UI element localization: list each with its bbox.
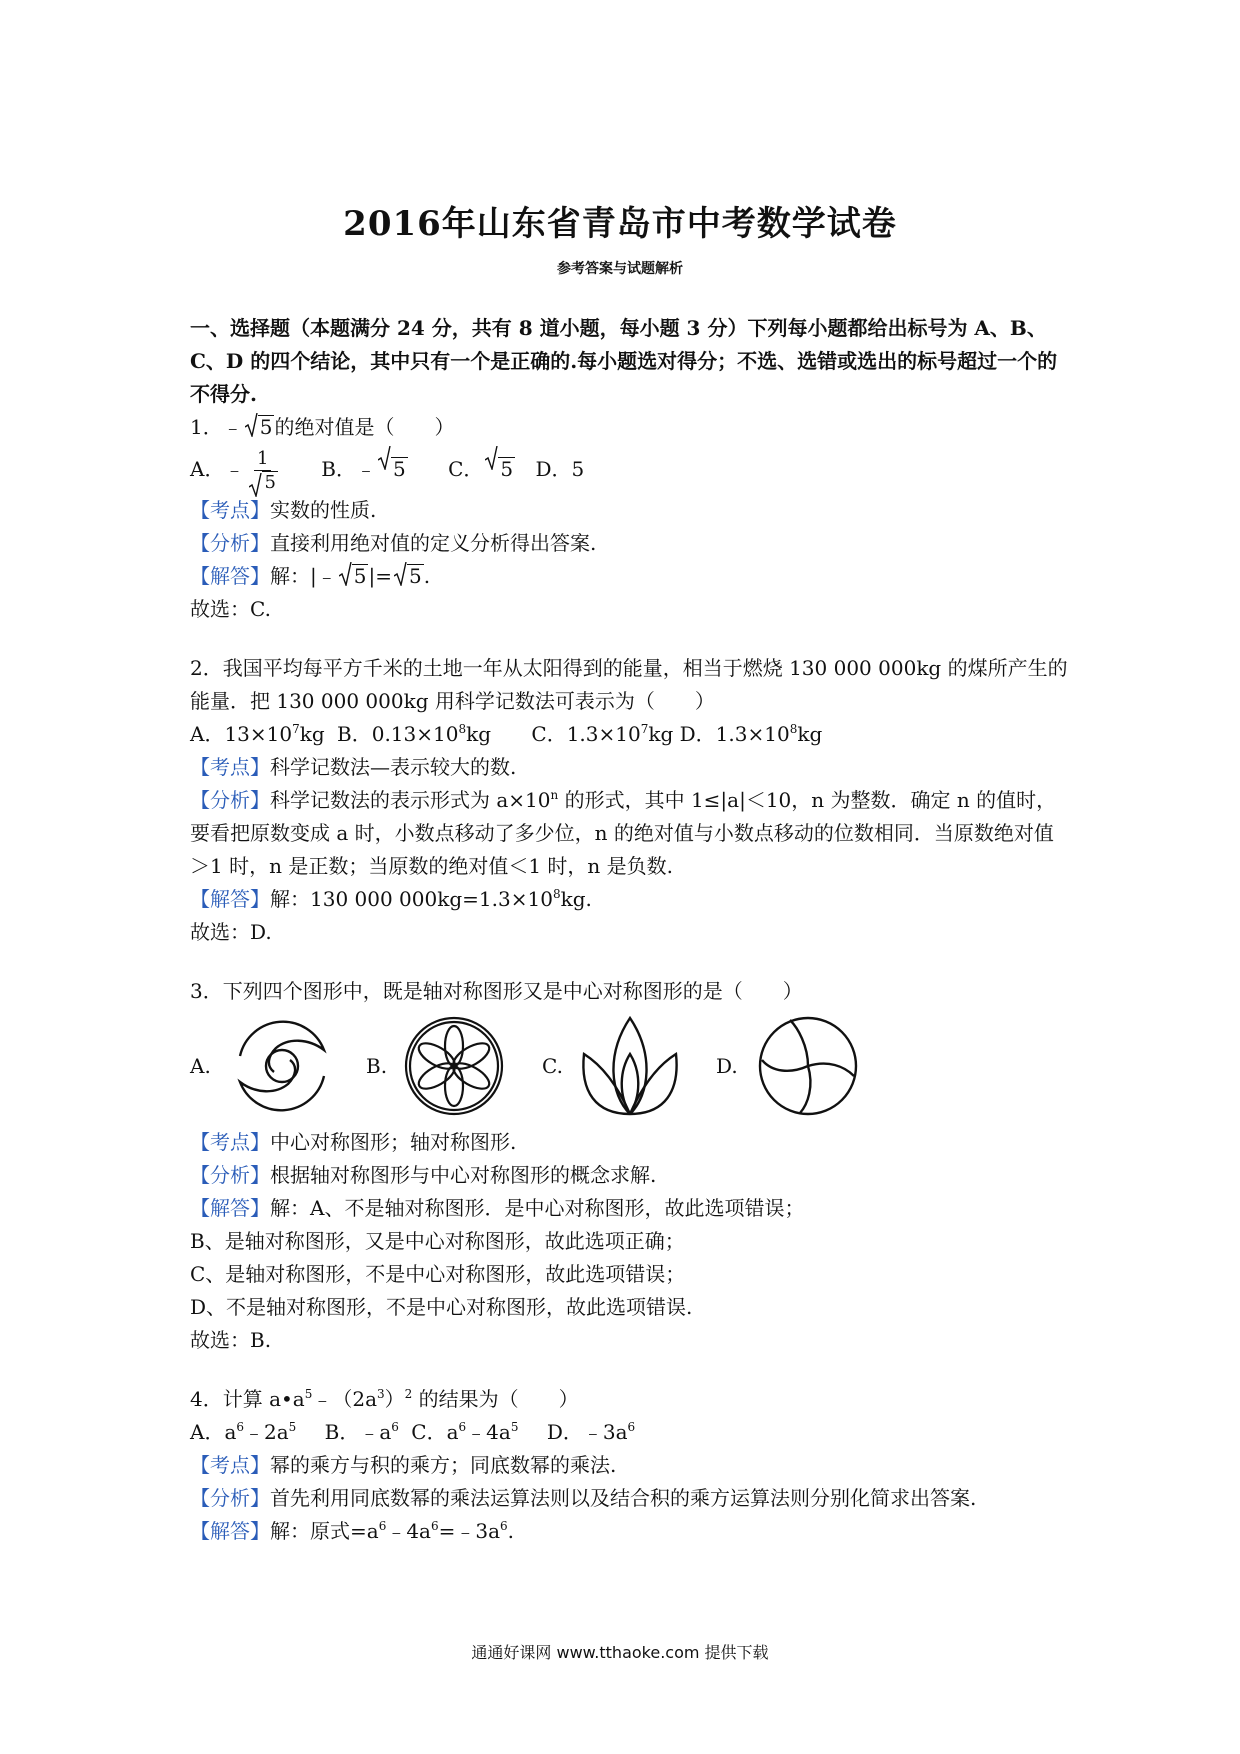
exponent: 8: [458, 722, 467, 736]
q3-figures: [190, 1012, 1070, 1120]
unit: kg: [299, 722, 325, 746]
q4-option-a-part: ﹣2a: [244, 1420, 289, 1444]
q2-jieda-post: kg.: [560, 887, 592, 911]
section-heading: 一、选择题（本题满分 24 分，共有 8 道小题，每小题 3 分）下列每小题都给出标号为 A、B、C、D 的四个结论，其中只有一个是正确的.每小题选对得分；不选、选错或选出的标号超过一个的不得分.: [190, 316, 1058, 406]
q1-stem-suffix: 的绝对值是（ ）: [274, 415, 455, 439]
q1-option-a: [190, 444, 281, 494]
q3-figure-c-label: C.: [542, 1054, 563, 1078]
q1-jieda: [190, 560, 1070, 593]
exponent: 7: [640, 722, 649, 736]
sqrt-symbol: [378, 444, 408, 494]
q1-answer: 故选：C.: [190, 597, 271, 621]
exponent: 5: [288, 1420, 297, 1434]
q2-kaodian-text: 科学记数法—表示较大的数.: [270, 755, 517, 779]
radicand: 5: [392, 457, 406, 481]
unit: kg: [648, 722, 674, 746]
q2-answer: 故选：D.: [190, 920, 272, 944]
fraction-numerator: 1: [254, 448, 271, 471]
q4-stem-part: 4．计算 a•a: [190, 1387, 305, 1411]
q1-stem: [190, 411, 1070, 444]
exponent: 3: [377, 1387, 385, 1401]
q3-line-d: D、不是轴对称图形，不是中心对称图形，故此选项错误.: [190, 1295, 693, 1319]
exponent: 7: [292, 722, 300, 736]
q2-option-c: [531, 722, 673, 746]
q1-option-b-label: B．﹣: [321, 457, 376, 481]
q2-kaodian: [190, 751, 1070, 784]
q1-option-c: [448, 444, 515, 494]
q1-fenxi: [190, 527, 1070, 560]
q3-kaodian-text: 中心对称图形；轴对称图形.: [270, 1130, 517, 1154]
fenxi-tag: 【分析】: [190, 788, 270, 812]
radicand: 5: [408, 564, 422, 588]
q4-option-d: [547, 1420, 635, 1444]
kaodian-tag: 【考点】: [190, 1130, 270, 1154]
q4-jieda-part: ﹣4a: [386, 1519, 431, 1543]
exponent: n: [550, 788, 559, 802]
q1-kaodian-text: 实数的性质.: [270, 498, 377, 522]
q3-line-b: B、是轴对称图形，又是中心对称图形，故此选项正确；: [190, 1229, 685, 1253]
q4-stem-part: 的结果为（ ）: [412, 1387, 579, 1411]
q3-figure-d-label: D.: [716, 1054, 738, 1078]
q2-option-a: [190, 722, 325, 746]
q3-answer: 故选：B.: [190, 1328, 272, 1352]
sqrt-symbol: [249, 471, 277, 494]
q4-option-c-part: ﹣4a: [466, 1420, 511, 1444]
q3-kaodian: [190, 1126, 1070, 1159]
lotus-figure-icon: [576, 1014, 684, 1118]
pinwheel-figure-icon: [754, 1014, 862, 1118]
q4-option-b: [325, 1420, 399, 1444]
kaodian-tag: 【考点】: [190, 498, 270, 522]
q4-stem-part: ）: [384, 1387, 405, 1411]
exponent: 6: [236, 1420, 245, 1434]
q4-option-c: [411, 1420, 518, 1444]
fraction: [247, 448, 277, 494]
q3-line-c: C、是轴对称图形，不是中心对称图形，故此选项错误；: [190, 1262, 686, 1286]
q4-fenxi: [190, 1482, 1070, 1515]
q4-option-c-part: C．a: [411, 1420, 459, 1444]
kaodian-tag: 【考点】: [190, 1453, 270, 1477]
jieda-tag: 【解答】: [190, 564, 270, 588]
q1-stem-prefix: 1．﹣: [190, 415, 243, 439]
q4-options: [190, 1416, 1070, 1449]
q2-option-d: [680, 722, 823, 746]
sqrt-symbol: [485, 444, 515, 494]
q3-stem: 3．下列四个图形中，既是轴对称图形又是中心对称图形的是（ ）: [190, 979, 803, 1003]
q4-jieda-part: .: [507, 1519, 515, 1543]
q4-jieda: [190, 1515, 1070, 1548]
page-footer: 通通好课网 www.tthaoke.com 提供下载: [471, 1643, 769, 1662]
q4-kaodian-text: 幂的乘方与积的乘方；同底数幂的乘法.: [270, 1453, 617, 1477]
q1-jieda-mid: |=: [368, 564, 392, 588]
q1-jieda-suffix: .: [423, 564, 431, 588]
q4-kaodian: [190, 1449, 1070, 1482]
q2-option-b: [337, 722, 491, 746]
flower-circle-figure-icon: [400, 1014, 508, 1118]
q4-jieda-part: =﹣3a: [438, 1519, 501, 1543]
radicand: 5: [264, 471, 276, 493]
fenxi-tag: 【分析】: [190, 1163, 270, 1187]
q4-option-a-part: A．a: [190, 1420, 237, 1444]
q4-stem-part: ﹣（2a: [312, 1387, 378, 1411]
kaodian-tag: 【考点】: [190, 755, 270, 779]
question-4: [190, 1383, 1070, 1548]
q1-kaodian: [190, 494, 1070, 527]
fenxi-tag: 【分析】: [190, 531, 270, 555]
q1-option-b: [321, 444, 407, 494]
q3-jieda-text: 解：A、不是轴对称图形．是中心对称图形，故此选项错误；: [270, 1196, 805, 1220]
q2-option-c-base: C．1.3×10: [531, 722, 641, 746]
sqrt-symbol: [245, 411, 275, 444]
q4-stem: [190, 1383, 1070, 1416]
q2-fenxi-pre: 科学记数法的表示形式为 a×10: [270, 788, 551, 812]
radicand: 5: [500, 457, 514, 481]
exponent: 8: [789, 722, 798, 736]
q2-option-b-base: B．0.13×10: [337, 722, 459, 746]
q4-option-a: [190, 1420, 296, 1444]
q2-jieda: [190, 883, 1070, 916]
exponent: 6: [430, 1519, 439, 1533]
q2-options: [190, 718, 1070, 751]
q1-fenxi-text: 直接利用绝对值的定义分析得出答案.: [270, 531, 597, 555]
fenxi-tag: 【分析】: [190, 1486, 270, 1510]
q1-jieda-prefix: 解：|﹣: [270, 564, 337, 588]
q4-option-b-part: B．﹣a: [324, 1420, 392, 1444]
exam-content: [190, 312, 1070, 1548]
q3-figure-a-label: A.: [190, 1054, 211, 1078]
question-3: [190, 975, 1070, 1357]
q3-fenxi-text: 根据轴对称图形与中心对称图形的概念求解.: [270, 1163, 657, 1187]
exponent: 5: [510, 1420, 519, 1434]
jieda-tag: 【解答】: [190, 1519, 270, 1543]
q4-fenxi-text: 首先利用同底数幂的乘法运算法则以及结合积的乘方运算法则分别化简求出答案.: [270, 1486, 977, 1510]
q2-option-d-base: D．1.3×10: [679, 722, 790, 746]
exponent: 2: [404, 1387, 413, 1401]
exponent: 6: [500, 1519, 508, 1533]
jieda-tag: 【解答】: [190, 887, 270, 911]
exponent: 6: [391, 1420, 399, 1434]
q3-fenxi: [190, 1159, 1070, 1192]
q3-figure-b-label: B.: [366, 1054, 388, 1078]
sqrt-symbol: [339, 560, 369, 593]
q1-option-a-label: A．﹣: [190, 457, 245, 481]
exponent: 8: [552, 887, 561, 901]
q1-option-c-label: C．: [448, 457, 484, 481]
unit: kg: [797, 722, 823, 746]
unit: kg: [466, 722, 492, 746]
q2-jieda-pre: 解：130 000 000kg=1.3×10: [270, 887, 553, 911]
exponent: 5: [304, 1387, 313, 1401]
sqrt-symbol: [394, 560, 424, 593]
exponent: 6: [627, 1420, 636, 1434]
question-2: [190, 652, 1070, 949]
exponent: 6: [378, 1519, 387, 1533]
question-1: [190, 411, 1070, 626]
page-title: 2016年山东省青岛市中考数学试卷: [343, 204, 897, 244]
q2-stem: 2．我国平均每平方千米的土地一年从太阳得到的能量，相当于燃烧 130 000 000kg 的煤所产生的能量．把 130 000 000kg 用科学记数法可表示为（ ）: [190, 656, 1068, 713]
q2-option-a-base: A．13×10: [190, 722, 293, 746]
exponent: 6: [458, 1420, 467, 1434]
radicand: 5: [353, 564, 367, 588]
swirl-figure-icon: [228, 1014, 336, 1118]
q1-options: [190, 444, 1070, 494]
q4-option-d-part: D．﹣3a: [546, 1420, 628, 1444]
jieda-tag: 【解答】: [190, 1196, 270, 1220]
q3-jieda: [190, 1192, 1070, 1225]
q2-fenxi-post: 的形式，其中 1≤|a|＜10，n 为整数．确定 n 的值时，要看把原数变成 a 时，小数点移动了多少位，n 的绝对值与小数点移动的位数相同．当原数绝对值＞1 时，n 是正数；当原数的绝对值＜1 时，n 是负数.: [190, 788, 1057, 878]
radicand: 5: [259, 415, 273, 439]
q2-fenxi: [190, 784, 1070, 883]
q4-jieda-part: 解：原式=a: [270, 1519, 379, 1543]
q1-option-d: D．5: [535, 457, 585, 481]
page-subtitle: 参考答案与试题解析: [557, 261, 683, 277]
